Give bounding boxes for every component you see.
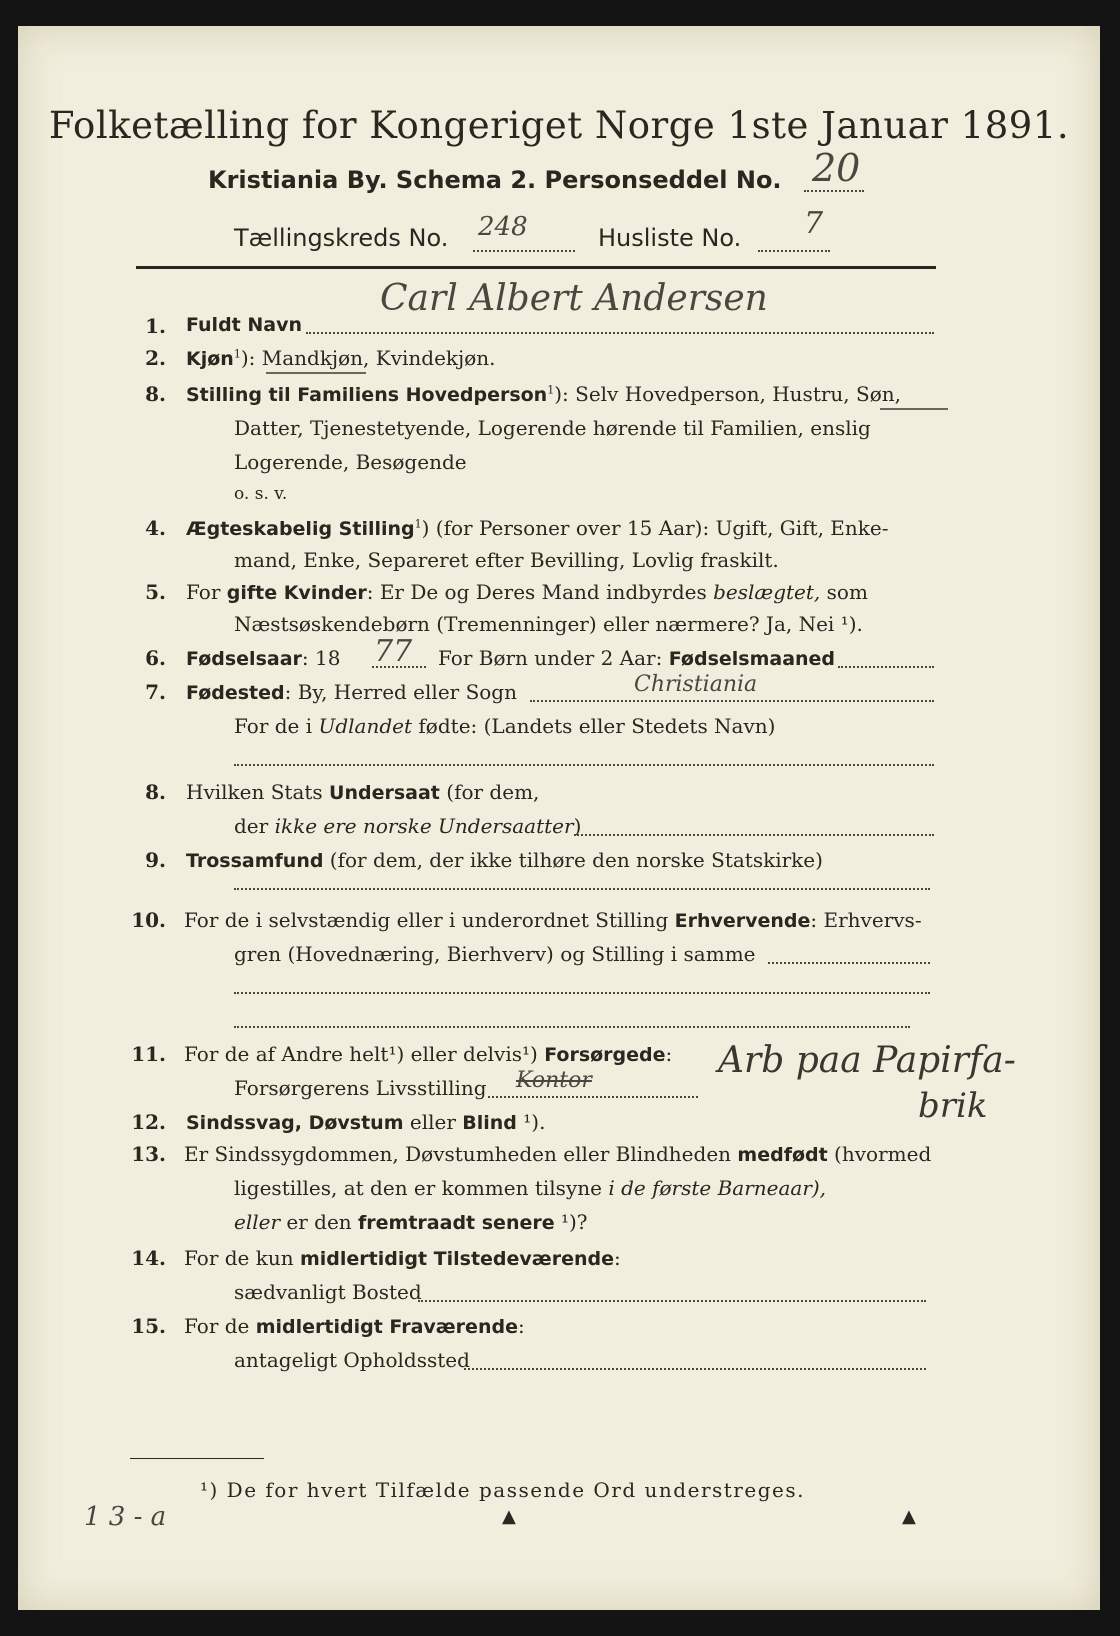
religion-rest: (for dem, der ikke tilhøre den norske Statskirke) (323, 848, 823, 872)
supporter-occupation-dots (488, 1096, 698, 1098)
religion-line (186, 848, 823, 872)
citizenship-label: Undersaat (329, 782, 440, 804)
handwritten-supporter-occupation-1: Arb paa Papirfa- (718, 1040, 1016, 1081)
gender-label: Kjøn (186, 348, 234, 370)
form-title: Folketælling for Kongeriget Norge 1ste Januar 1891. (48, 104, 1070, 147)
birthplace-line (186, 680, 517, 704)
married-women-line-2: Næstsøskendebørn (Tremenninger) eller nærmere? Ja, Nei ¹). (234, 612, 863, 636)
citizenship-line-2-end: ) (573, 814, 582, 838)
personseddel-dots (804, 190, 864, 192)
son-underline-mark (880, 408, 948, 410)
footnote: ¹) De for hvert Tilfælde passende Ord understreges. (200, 1478, 805, 1502)
citizenship-line-2-pre: der (234, 814, 275, 838)
congenital-later-label: fremtraadt senere (358, 1212, 555, 1234)
birth-month-line (438, 646, 835, 670)
temporary-present-pre: For de kun (184, 1246, 300, 1270)
caret-mark: ▲ (902, 1506, 916, 1527)
handwritten-birth-year: 77 (374, 634, 413, 669)
occupation-line-2: gren (Hovednæring, Bierhverv) og Stilling i samme (234, 942, 756, 966)
foreign-born-dots (234, 764, 934, 766)
marital-status-line: Ægteskabelig Stilling$^1$) (for Personer over 15 Aar): Ugift, Gift, Enke- (186, 516, 889, 540)
married-women-line (186, 580, 868, 604)
family-position-line-4: o. s. v. (234, 484, 288, 504)
birthplace-label: Fødested (186, 682, 285, 704)
foreign-born-end: fødte: (Landets eller Stedets Navn) (412, 714, 776, 738)
kreds-number: 248 (478, 212, 528, 242)
birth-month-dots (838, 666, 934, 668)
congenital-or: eller (234, 1210, 281, 1234)
occupation-dots-1 (768, 962, 930, 964)
handwritten-full-name: Carl Albert Andersen (380, 278, 768, 319)
footnote-rule (130, 1458, 264, 1459)
occupation-dots-2 (234, 992, 930, 994)
item-number: 13. (131, 1142, 166, 1166)
birthplace-options: : By, Herred eller Sogn (284, 680, 517, 704)
kreds-dots (473, 250, 575, 252)
citizenship-line (186, 780, 539, 804)
supported-rest: : (665, 1042, 673, 1066)
family-position-line: Stilling til Familiens Hovedperson$^1$): Selv Hovedperson, Hustru, Søn, (186, 382, 901, 406)
census-form (18, 26, 1100, 1610)
caret-mark: ▲ (502, 1506, 516, 1527)
item-number: 8. (145, 382, 166, 406)
congenital-label: medfødt (737, 1144, 828, 1166)
congenital-line (184, 1142, 931, 1166)
gender-options: ): Mandkjøn, Kvindekjøn. (240, 346, 496, 370)
occupation-dots-3 (234, 1026, 910, 1028)
religion-label: Trossamfund (186, 850, 324, 872)
disability-rest: ¹). (516, 1110, 546, 1134)
birth-year-prefix: : 18 (301, 646, 341, 670)
temporary-absent-label: midlertidigt Fraværende (255, 1316, 518, 1338)
congenital-first-years: i de første Barneaar), (608, 1176, 827, 1200)
handwritten-birthplace: Christiania (634, 672, 758, 697)
item-number: 5. (145, 580, 166, 604)
occupation-rest: : Erhvervs- (810, 908, 922, 932)
item-number: 2. (145, 346, 166, 370)
item-number: 9. (145, 848, 166, 872)
temporary-present-label: midlertidigt Tilstedeværende (299, 1248, 614, 1270)
temporary-present-line (184, 1246, 621, 1270)
husliste-number: 7 (804, 206, 824, 241)
item-number: 14. (131, 1246, 166, 1270)
married-women-end: som (820, 580, 868, 604)
citizenship-line-2 (234, 814, 581, 838)
temporary-absent-pre: For de (184, 1314, 256, 1338)
temporary-absent-line (184, 1314, 525, 1338)
married-women-pre: For (186, 580, 227, 604)
family-position-line-3: Logerende, Besøgende (234, 450, 467, 474)
personseddel-line (208, 166, 782, 194)
handwritten-margin-note: 1 3 - a (84, 1502, 167, 1532)
item-number: 15. (131, 1314, 166, 1338)
married-women-related: beslægtet, (713, 580, 821, 604)
item-number: 1. (145, 314, 166, 338)
citizenship-pre: Hvilken Stats (186, 780, 330, 804)
item-number: 6. (145, 646, 166, 670)
foreign-born-line (234, 714, 775, 738)
foreign-born-abroad: Udlandet (318, 714, 413, 738)
supported-line (184, 1042, 672, 1066)
congenital-line-3 (234, 1210, 588, 1234)
item-number: 4. (145, 516, 166, 540)
congenital-rest: (hvormed (827, 1142, 932, 1166)
marital-status-label: Ægteskabelig Stilling (186, 518, 415, 540)
item-number: 11. (131, 1042, 166, 1066)
birth-month-label: Fødselsmaaned (668, 648, 836, 670)
occupation-pre: For de i selvstændig eller i underordnet Stilling (184, 908, 675, 932)
congenital-line-3-mid: er den (280, 1210, 359, 1234)
husliste-label: Husliste No. (598, 224, 742, 252)
full-name-label: Fuldt Navn (186, 314, 303, 336)
kreds-label: Tællingskreds No. (234, 224, 449, 252)
probable-residence-label: antageligt Opholdssted (234, 1348, 470, 1372)
citizenship-non-norwegian: ikke ere norske Undersaatter (274, 814, 574, 838)
item-number: 10. (131, 908, 166, 932)
married-women-label: gifte Kvinder (226, 582, 367, 604)
disability-line (186, 1110, 545, 1134)
temporary-absent-rest: : (517, 1314, 525, 1338)
occupation-label: Erhvervende (674, 910, 811, 932)
full-name-dots (306, 332, 934, 334)
item-number: 8. (145, 780, 166, 804)
family-position-options: ): Selv Hovedperson, Hustru, Søn, (554, 382, 901, 406)
citizenship-dots (574, 834, 934, 836)
congenital-line-3-end: ¹)? (554, 1210, 588, 1234)
handwritten-crossed-out: Kontor (516, 1068, 592, 1093)
item-number: 12. (131, 1110, 166, 1134)
religion-dots (234, 888, 930, 890)
personseddel-number: 20 (812, 146, 861, 190)
personseddel-label: Kristiania By. Schema 2. Personseddel No. (208, 166, 782, 194)
family-position-line-2: Datter, Tjenestetyende, Logerende hørende til Familien, enslig (234, 416, 871, 440)
congenital-line-2 (234, 1176, 826, 1200)
congenital-line-2-pre: ligestilles, at den er kommen tilsyne (234, 1176, 609, 1200)
gender-underline-mark (266, 372, 366, 374)
supported-pre: For de af Andre helt¹) eller delvis¹) (184, 1042, 545, 1066)
birth-month-pre: For Børn under 2 Aar: (438, 646, 669, 670)
birth-year-line (186, 646, 340, 670)
occupation-line (184, 908, 922, 932)
disability-label: Sindssvag, Døvstum (186, 1112, 404, 1134)
birth-year-label: Fødselsaar (186, 648, 302, 670)
supporter-occupation-label: Forsørgerens Livsstilling (234, 1076, 487, 1100)
congenital-pre: Er Sindssygdommen, Døvstumheden eller Blindheden (184, 1142, 738, 1166)
supported-label: Forsørgede (544, 1044, 666, 1066)
citizenship-rest: (for dem, (439, 780, 540, 804)
family-position-label: Stilling til Familiens Hovedperson (186, 384, 548, 406)
handwritten-supporter-occupation-2: brik (918, 1086, 988, 1126)
husliste-dots (758, 250, 830, 252)
marital-status-line-2: mand, Enke, Separeret efter Bevilling, Lovlig fraskilt. (234, 548, 779, 572)
blind-label: Blind (462, 1112, 517, 1134)
marital-status-options: ) (for Personer over 15 Aar): Ugift, Gift, Enke- (421, 516, 889, 540)
temporary-present-rest: : (614, 1246, 621, 1270)
birthplace-dots (530, 700, 934, 702)
gender-line: Kjøn$^1$): Mandkjøn, Kvindekjøn. (186, 346, 496, 370)
foreign-born-pre: For de i (234, 714, 319, 738)
header-rule (136, 266, 936, 269)
item-number: 7. (145, 680, 166, 704)
usual-residence-label: sædvanligt Bosted (234, 1280, 422, 1304)
married-women-question: : Er De og Deres Mand indbyrdes (366, 580, 714, 604)
probable-residence-dots (464, 1368, 926, 1370)
usual-residence-dots (418, 1300, 926, 1302)
disability-mid: eller (403, 1110, 463, 1134)
